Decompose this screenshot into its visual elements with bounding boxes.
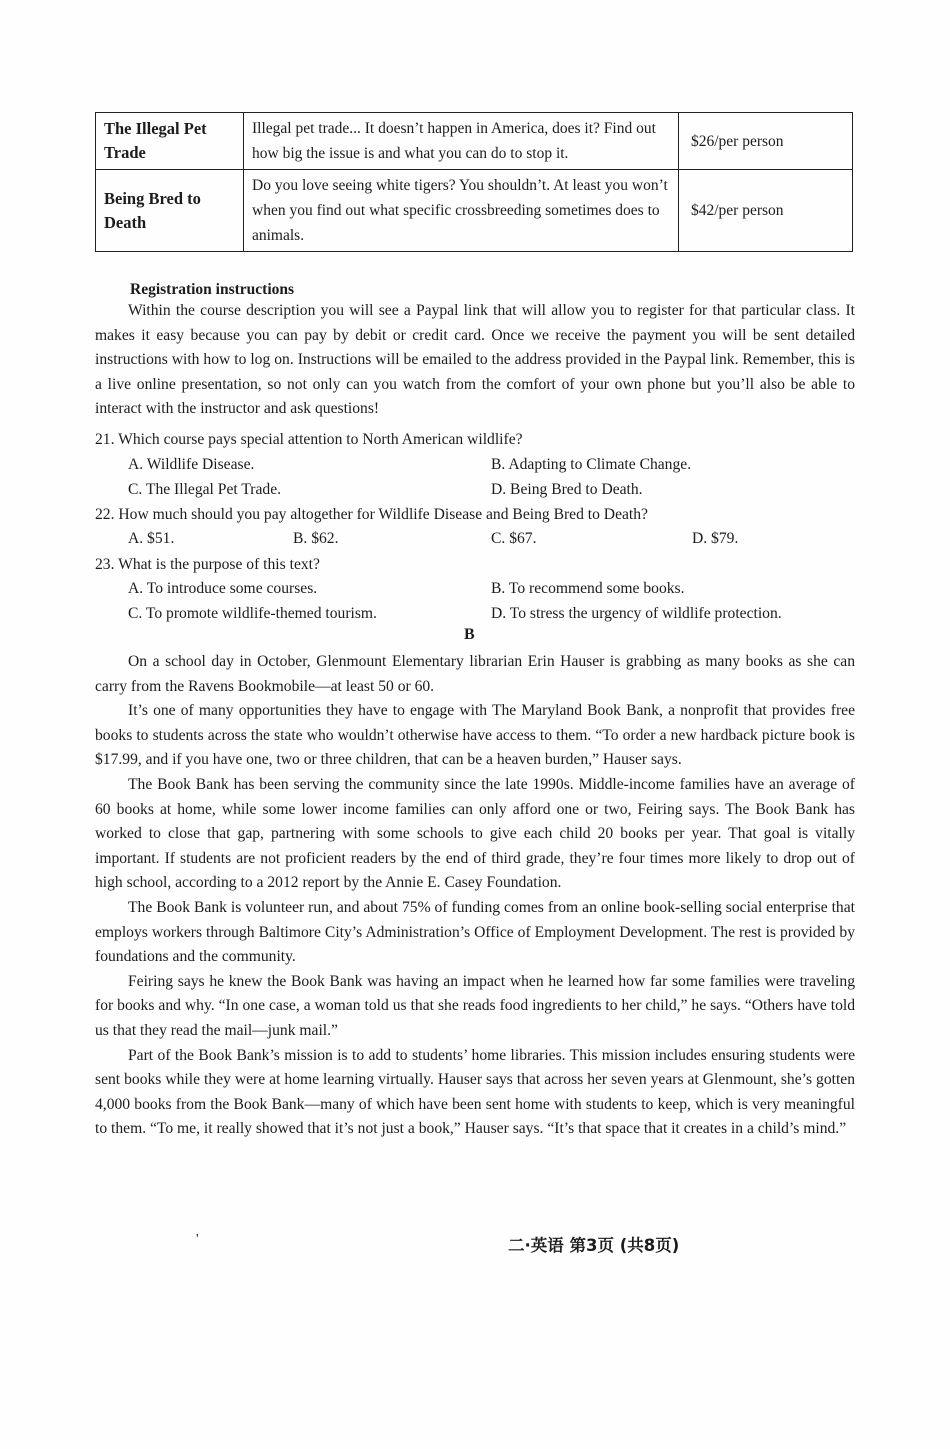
course-description: Do you love seeing white tigers? You shouldn’t. At least you won’t when you find out what specific crossbreeding sometimes does to animals.	[244, 170, 679, 252]
course-name: The Illegal Pet Trade	[96, 113, 244, 170]
course-name: Being Bred to Death	[96, 170, 244, 252]
passage-paragraph: The Book Bank is volunteer run, and about 75% of funding comes from an online book-selling social enterprise that employs workers through Baltimore City’s Administration’s Office of Employment Development. The rest is provided by foundations and the community.	[95, 898, 855, 966]
course-price: $42/per person	[679, 170, 853, 252]
question-22-option-a: A. $51.	[128, 530, 175, 547]
question-21-option-d: D. Being Bred to Death.	[491, 481, 643, 498]
section-b-label: B	[464, 626, 475, 643]
question-23-option-a: A. To introduce some courses.	[128, 580, 318, 597]
course-description: Illegal pet trade... It doesn’t happen in America, does it? Find out how big the issue is and what you can do to stop it.	[244, 113, 679, 170]
page-footer: 二·英语 第3页 (共8页)	[508, 1236, 680, 1255]
table-row	[96, 113, 853, 170]
passage-paragraph: The Book Bank has been serving the community since the late 1990s. Middle-income families have an average of 60 books at home, while some lower income families can only afford one or two, Feiring says. The Book Bank has worked to close that gap, partnering with some schools to give each child 20 books per year. That goal is vitally important. If students are not proficient readers by the end of third grade, they’re four times more likely to drop out of high school, according to a 2012 report by the Annie E. Casey Foundation.	[95, 775, 855, 892]
passage-paragraph: Feiring says he knew the Book Bank was having an impact when he learned how far some families were traveling for books and why. “In one case, a woman told us that she reads food ingredients to her child,” he says. “Others have told us that they read the mail—junk mail.”	[95, 972, 855, 1039]
question-21-stem: 21. Which course pays special attention to North American wildlife?	[95, 431, 523, 448]
course-price: $26/per person	[679, 113, 853, 170]
registration-text: Within the course description you will see a Paypal link that will allow you to register for that particular class. It makes it easy because you can pay by debit or credit card. Once we receive the payment you will be sent detailed instructions with how to log on. Instructions will be emailed to the address provided in the Paypal link. Remember, this is a live online presentation, so not only can you watch from the comfort of your own phone but you’ll also be able to interact with the instructor and ask questions!	[95, 302, 855, 418]
passage-b	[95, 650, 855, 1142]
stray-mark: '	[196, 1232, 199, 1247]
question-23-option-b: B. To recommend some books.	[491, 580, 685, 597]
question-23-option-d: D. To stress the urgency of wildlife protection.	[491, 605, 782, 622]
course-table	[95, 112, 853, 252]
registration-section	[95, 281, 855, 422]
question-21-option-c: C. The Illegal Pet Trade.	[128, 481, 282, 498]
passage-paragraph: On a school day in October, Glenmount Elementary librarian Erin Hauser is grabbing as many books as she can carry from the Ravens Bookmobile—at least 50 or 60.	[95, 653, 855, 695]
question-23-stem: 23. What is the purpose of this text?	[95, 556, 320, 573]
question-22-option-b: B. $62.	[293, 530, 339, 547]
question-23-option-c: C. To promote wildlife-themed tourism.	[128, 605, 377, 622]
passage-paragraph: It’s one of many opportunities they have to engage with The Maryland Book Bank, a nonprofit that provides free books to students across the state who wouldn’t otherwise have access to them. “To order a new hardback picture book is $17.99, and if you have one, two or three children, that can be a heaven burden,” Hauser says.	[95, 702, 855, 769]
registration-heading: Registration instructions	[130, 281, 295, 298]
question-22-option-d: D. $79.	[692, 530, 739, 547]
passage-paragraph: Part of the Book Bank’s mission is to add to students’ home libraries. This mission includes ensuring students were sent books while they were at home learning virtually. Hauser says that across her seven years at Glenmount, she’s gotten 4,000 books from the Book Bank—many of which have been sent home with students to keep, which is very meaningful to them. “To me, it really showed that it’s not just a book,” Hauser says. “It’s that space that it creates in a child’s mind.”	[95, 1046, 855, 1138]
question-21-option-a: A. Wildlife Disease.	[128, 456, 255, 473]
question-22-stem: 22. How much should you pay altogether for Wildlife Disease and Being Bred to Death?	[95, 506, 648, 523]
table-row	[96, 170, 853, 252]
question-22-option-c: C. $67.	[491, 530, 537, 547]
question-21-option-b: B. Adapting to Climate Change.	[491, 456, 692, 473]
